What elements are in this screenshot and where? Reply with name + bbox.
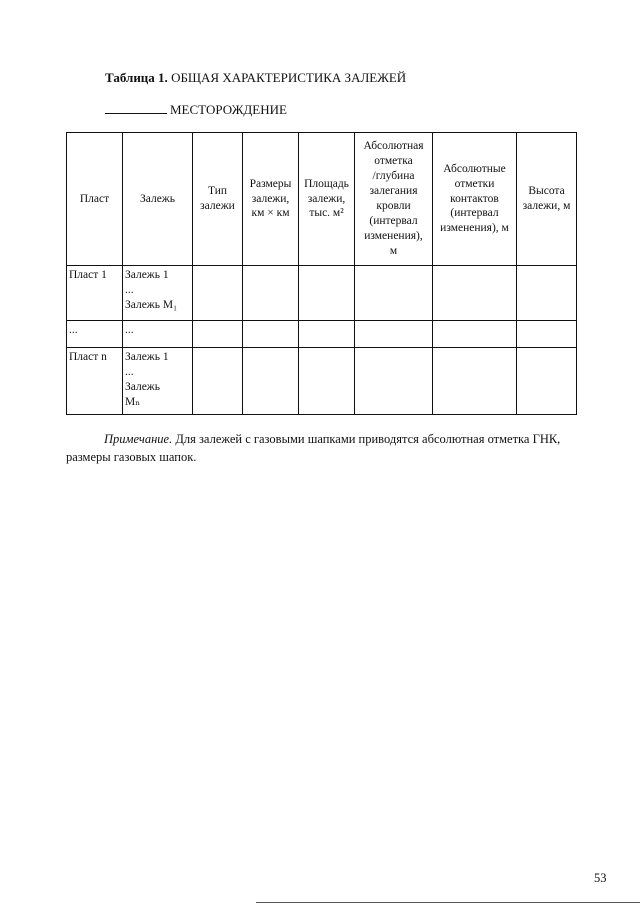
cell-empty — [355, 321, 433, 348]
cell-plast: Пласт 1 — [67, 266, 123, 321]
header-abs-mark: Абсолютная отметка /глубина залегания кровли (интервал изменения), м — [355, 133, 433, 266]
header-type: Тип залежи — [193, 133, 243, 266]
cell-empty — [243, 266, 299, 321]
field-name-blank — [105, 101, 167, 114]
cell-empty — [355, 348, 433, 415]
cell-empty — [193, 266, 243, 321]
table-row — [67, 266, 577, 321]
cell-empty — [517, 266, 577, 321]
note-label: Примечание. — [104, 432, 173, 446]
cell-empty — [433, 266, 517, 321]
cell-empty — [299, 266, 355, 321]
deposits-table — [66, 132, 577, 415]
cell-empty — [193, 348, 243, 415]
cell-empty — [517, 321, 577, 348]
page-number: 53 — [594, 871, 607, 885]
header-sizes: Размеры залежи, км × км — [243, 133, 299, 266]
table-caption-text: ОБЩАЯ ХАРАКТЕРИСТИКА ЗАЛЕЖЕЙ — [167, 70, 407, 85]
header-height: Высота залежи, м — [517, 133, 577, 266]
cell-zalezh: ... — [123, 321, 193, 348]
cell-empty — [355, 266, 433, 321]
header-contacts: Абсолютные отметки контактов (интервал изменения), м — [433, 133, 517, 266]
table-note — [66, 430, 576, 466]
table-caption — [105, 70, 406, 86]
cell-plast: ... — [67, 321, 123, 348]
bottom-divider — [256, 902, 640, 903]
table-caption-number: Таблица 1. — [105, 70, 168, 85]
field-subtitle — [105, 101, 287, 118]
cell-zalezh: Залежь 1 ... Залежь Мₙ — [123, 348, 193, 415]
note-text: Для залежей с газовыми шапками приводятся абсолютная отметка ГНК, размеры газовых шапок. — [66, 432, 561, 465]
cell-zalezh: Залежь 1 ... Залежь М₁ — [123, 266, 193, 321]
header-area: Площадь залежи, тыс. м² — [299, 133, 355, 266]
cell-empty — [433, 321, 517, 348]
cell-empty — [193, 321, 243, 348]
field-subtitle-text: МЕСТОРОЖДЕНИЕ — [170, 102, 287, 117]
cell-empty — [243, 321, 299, 348]
cell-empty — [517, 348, 577, 415]
cell-empty — [299, 348, 355, 415]
table-row — [67, 348, 577, 415]
cell-empty — [433, 348, 517, 415]
header-plast: Пласт — [67, 133, 123, 266]
cell-plast: Пласт n — [67, 348, 123, 415]
table-row — [67, 321, 577, 348]
header-zalezh: Залежь — [123, 133, 193, 266]
cell-empty — [299, 321, 355, 348]
cell-empty — [243, 348, 299, 415]
header-row — [67, 133, 577, 266]
